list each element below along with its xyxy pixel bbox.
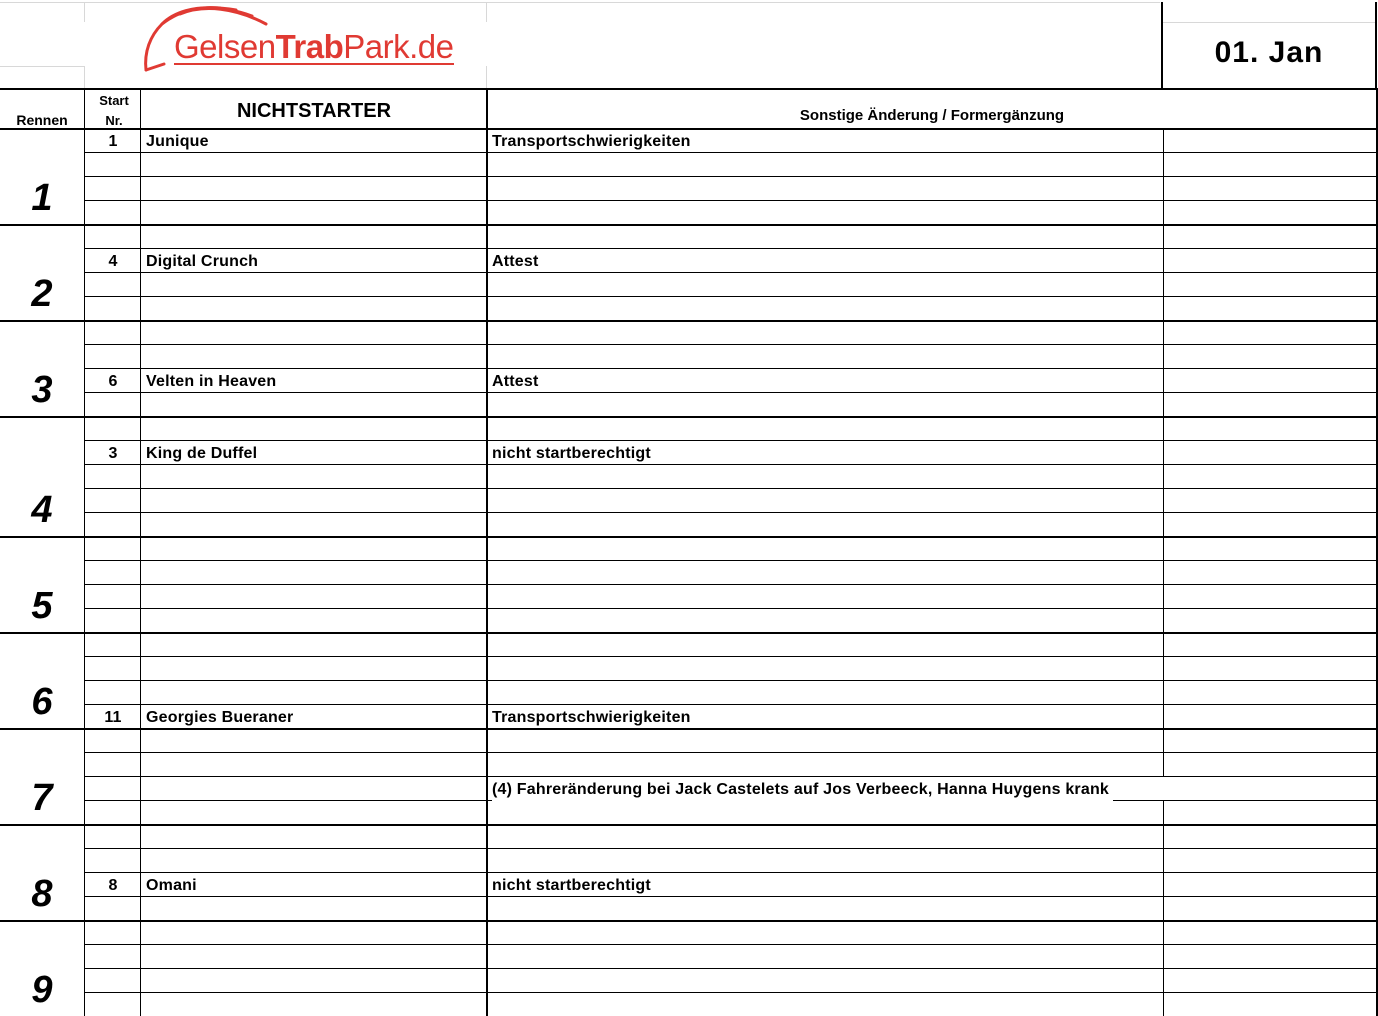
race-number: 5: [31, 585, 53, 627]
logo-text-gelsen: Gelsen: [174, 28, 276, 65]
change-note: Transportschwierigkeiten: [492, 133, 691, 150]
logo: [140, 2, 460, 74]
race-number: 1: [31, 177, 53, 219]
change-note: (4) Fahreränderung bei Jack Castelets auf Jos Verbeeck, Hanna Huygens krank: [492, 778, 1113, 801]
change-note: nicht startberechtigt: [492, 445, 651, 462]
horse-name: Omani: [146, 877, 197, 894]
horse-name: King de Duffel: [146, 445, 258, 462]
logo-text-trab: Trab: [275, 28, 344, 65]
race-number: 9: [31, 969, 53, 1011]
change-note: Transportschwierigkeiten: [492, 709, 691, 726]
race-number: 7: [31, 777, 53, 819]
change-note: nicht startberechtigt: [492, 877, 651, 894]
change-note: Attest: [492, 373, 539, 390]
horse-name: Georgies Bueraner: [146, 709, 294, 726]
horse-name: Junique: [146, 133, 209, 150]
col-header-nr: Nr.: [105, 113, 123, 128]
race-number: 6: [31, 681, 53, 723]
horse-name: Digital Crunch: [146, 253, 259, 270]
race-number: 4: [31, 489, 53, 531]
date-label: 01. Jan: [1214, 36, 1324, 69]
start-number: 3: [108, 445, 118, 462]
col-header-rennen: Rennen: [16, 112, 68, 128]
col-header-nichtstarter: NICHTSTARTER: [236, 100, 392, 122]
race-number: 2: [31, 273, 53, 315]
start-number: 8: [108, 877, 118, 894]
col-header-sonstige: Sonstige Änderung / Formergänzung: [799, 107, 1065, 124]
start-number: 4: [108, 253, 118, 270]
horse-name: Velten in Heaven: [146, 373, 277, 390]
col-header-start: Start: [99, 93, 129, 108]
start-number: 6: [108, 373, 118, 390]
start-number: 11: [104, 709, 122, 726]
start-number: 1: [108, 133, 118, 150]
logo-text-park: Park.de: [343, 28, 454, 65]
race-number: 3: [31, 369, 53, 411]
race-number: 8: [31, 873, 53, 915]
change-note: Attest: [492, 253, 539, 270]
logo-text: [174, 28, 454, 65]
